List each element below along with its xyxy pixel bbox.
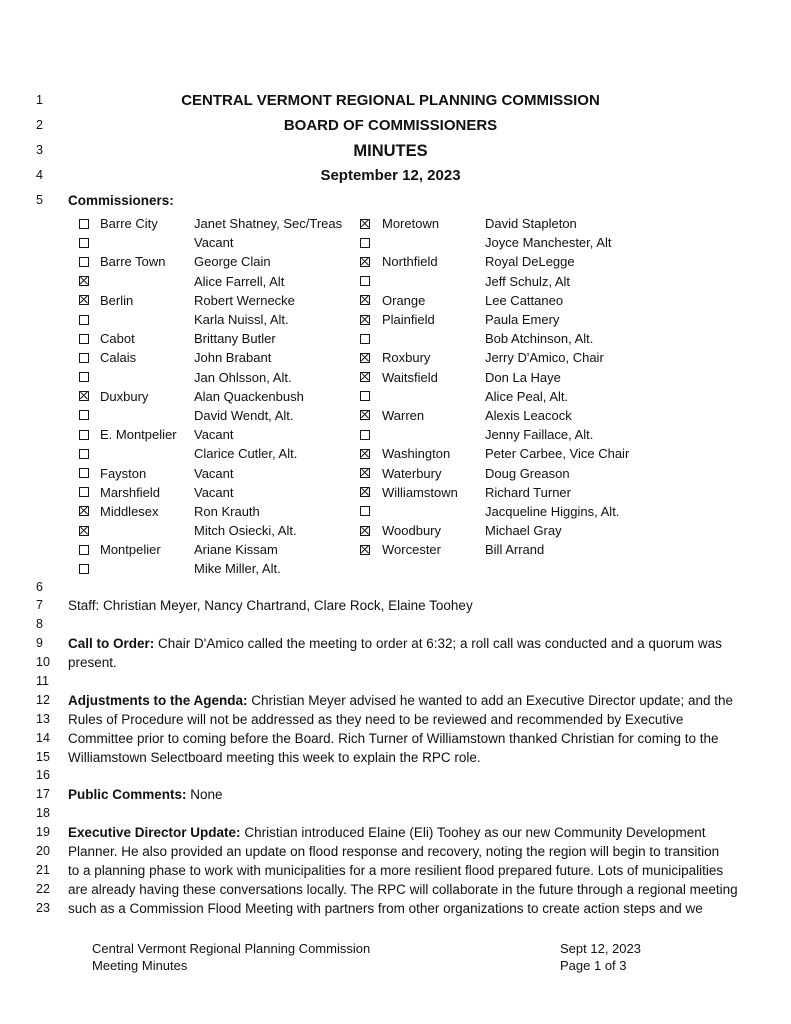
attendance-checkbox	[79, 353, 89, 363]
commissioner-row	[79, 233, 791, 252]
line-number: 16	[36, 768, 50, 783]
line-text	[68, 692, 733, 709]
line-number: 19	[36, 825, 50, 840]
attendance-checkbox	[79, 545, 89, 555]
member-name: Bob Atchinson, Alt.	[485, 331, 594, 347]
document-title: CENTRAL VERMONT REGIONAL PLANNING COMMISSION	[181, 92, 600, 109]
member-name: Joyce Manchester, Alt	[485, 235, 612, 251]
attendance-checkbox	[360, 391, 370, 401]
attendance-checkbox	[79, 219, 89, 229]
commissioner-row	[79, 540, 791, 559]
attendance-checkbox	[79, 430, 89, 440]
footer-right	[560, 941, 641, 974]
commissioner-row	[79, 559, 791, 578]
line-number: 23	[36, 900, 50, 915]
line-body-text: present.	[68, 655, 117, 671]
minutes-heading: MINUTES	[353, 142, 428, 160]
line-number: 22	[36, 881, 50, 896]
town-label: Waitsfield	[382, 369, 438, 385]
line-body-text: Christian Meyer advised he wanted to add an Executive Director update; and the	[247, 692, 734, 708]
member-name: Vacant	[194, 427, 234, 443]
document-line	[0, 654, 791, 673]
footer-doc-type: Meeting Minutes	[92, 957, 188, 973]
line-number: 21	[36, 862, 50, 877]
line-text	[68, 730, 719, 747]
line-number: 7	[36, 598, 43, 613]
line-number: 15	[36, 749, 50, 764]
attendance-checkbox	[79, 372, 89, 382]
attendance-checkbox	[360, 430, 370, 440]
document-line	[0, 616, 791, 635]
member-name: Jacqueline Higgins, Alt.	[485, 503, 620, 519]
commissioner-row	[79, 368, 791, 387]
line-number: 8	[36, 617, 43, 632]
member-name: Robert Wernecke	[194, 292, 295, 308]
commissioner-row	[79, 291, 791, 310]
attendance-checkbox	[79, 276, 89, 286]
line-number: 9	[36, 636, 43, 651]
attendance-checkbox	[360, 526, 370, 536]
line-lead-bold: Call to Order:	[68, 636, 155, 652]
member-name: Brittany Butler	[194, 331, 276, 347]
member-name: George Clain	[194, 254, 271, 270]
attendance-checkbox	[360, 353, 370, 363]
commissioners-heading-line	[0, 192, 791, 214]
town-label: Berlin	[100, 292, 134, 308]
line-text	[68, 881, 738, 898]
member-name: Paula Emery	[485, 312, 560, 328]
town-label: Middlesex	[100, 503, 159, 519]
town-label: Moretown	[382, 216, 440, 232]
attendance-checkbox	[360, 238, 370, 248]
commissioner-row	[79, 406, 791, 425]
line-body-text: to a planning phase to work with municipalities for a more resilient flood prepared future. Lots of municipalities	[68, 862, 724, 878]
line-text	[68, 843, 719, 860]
attendance-checkbox	[79, 487, 89, 497]
commissioners-heading: Commissioners:	[68, 193, 174, 208]
line-number: 12	[36, 692, 50, 707]
member-name: Jenny Faillace, Alt.	[485, 427, 594, 443]
meeting-date: September 12, 2023	[320, 167, 461, 184]
member-name: Doug Greason	[485, 465, 570, 481]
document-line	[0, 579, 791, 598]
commissioner-row	[79, 387, 791, 406]
header-line-4	[0, 167, 791, 192]
line-number: 6	[36, 579, 43, 594]
footer-date: Sept 12, 2023	[560, 941, 641, 956]
line-number: 1	[36, 93, 43, 107]
line-text	[68, 635, 722, 652]
document-line	[0, 843, 791, 862]
commissioner-row	[79, 483, 791, 502]
document-line	[0, 597, 791, 616]
document-line	[0, 900, 791, 919]
line-body-text: Williamstown Selectboard meeting this week to explain the RPC role.	[68, 749, 481, 765]
town-label: Waterbury	[382, 465, 442, 481]
member-name: Clarice Cutler, Alt.	[194, 446, 298, 462]
member-name: David Wendt, Alt.	[194, 407, 294, 423]
line-lead-bold: Adjustments to the Agenda:	[68, 692, 248, 708]
line-body-text: are already having these conversations locally. The RPC will collaborate in the future through a regional meeting	[68, 881, 738, 897]
commissioners-table	[0, 214, 791, 579]
footer-left	[92, 941, 370, 974]
member-name: Jerry D'Amico, Chair	[485, 350, 604, 366]
commissioner-row	[79, 348, 791, 367]
attendance-checkbox	[79, 449, 89, 459]
line-text	[68, 597, 473, 614]
town-label: Orange	[382, 292, 426, 308]
town-label: Worcester	[382, 542, 441, 558]
commissioner-row	[79, 444, 791, 463]
attendance-checkbox	[79, 295, 89, 305]
line-number: 10	[36, 655, 50, 670]
attendance-checkbox	[360, 468, 370, 478]
member-name: Michael Gray	[485, 523, 562, 539]
line-number: 11	[36, 674, 49, 689]
member-name: Alice Farrell, Alt	[194, 273, 285, 289]
town-label: Northfield	[382, 254, 438, 270]
footer-page-number: Page 1 of 3	[560, 957, 627, 973]
member-name: David Stapleton	[485, 216, 577, 232]
line-body-text: None	[186, 787, 223, 803]
attendance-checkbox	[360, 257, 370, 267]
commissioner-row	[79, 329, 791, 348]
town-label: Barre City	[100, 216, 158, 232]
town-label: Duxbury	[100, 388, 149, 404]
town-label: Montpelier	[100, 542, 161, 558]
town-label: E. Montpelier	[100, 427, 177, 443]
attendance-checkbox	[360, 276, 370, 286]
line-number: 4	[36, 168, 43, 182]
line-body-text: Chair D'Amico called the meeting to order at 6:32; a roll call was conducted and a quorum was	[154, 636, 722, 652]
document-line	[0, 881, 791, 900]
town-label: Woodbury	[382, 523, 442, 539]
attendance-checkbox	[79, 334, 89, 344]
attendance-checkbox	[79, 410, 89, 420]
member-name: Alan Quackenbush	[194, 388, 304, 404]
document-subtitle: BOARD OF COMMISSIONERS	[283, 117, 498, 134]
member-name: Bill Arrand	[485, 542, 545, 558]
town-label: Washington	[382, 446, 451, 462]
header-line-1	[0, 92, 791, 117]
line-body-text: such as a Commission Flood Meeting with partners from other organizations to create action steps and we	[68, 900, 703, 916]
document-line	[0, 805, 791, 824]
member-name: Alexis Leacock	[485, 407, 572, 423]
commissioner-row	[79, 310, 791, 329]
attendance-checkbox	[360, 372, 370, 382]
commissioner-row	[79, 272, 791, 291]
member-name: Ariane Kissam	[194, 542, 278, 558]
commissioner-row	[79, 521, 791, 540]
town-label: Barre Town	[100, 254, 166, 270]
line-text	[68, 862, 723, 879]
commissioner-row	[79, 214, 791, 233]
line-number: 5	[36, 193, 43, 207]
town-label: Cabot	[100, 331, 135, 347]
member-name: Karla Nuissl, Alt.	[194, 312, 289, 328]
town-label: Williamstown	[382, 484, 458, 500]
line-body-text: Staff: Christian Meyer, Nancy Chartrand, Clare Rock, Elaine Toohey	[68, 598, 473, 614]
line-text	[68, 786, 223, 803]
document-line	[0, 824, 791, 843]
member-name: John Brabant	[194, 350, 272, 366]
town-label: Fayston	[100, 465, 147, 481]
line-text	[68, 711, 683, 728]
member-name: Don La Haye	[485, 369, 561, 385]
document-line	[0, 635, 791, 654]
attendance-checkbox	[360, 334, 370, 344]
line-body-text: Rules of Procedure will not be addressed as they need to be reviewed and recommended by Executive	[68, 711, 684, 727]
member-name: Royal DeLegge	[485, 254, 575, 270]
town-label: Warren	[382, 407, 425, 423]
member-name: Alice Peal, Alt.	[485, 388, 569, 404]
line-number: 14	[36, 730, 50, 745]
line-lead-bold: Executive Director Update:	[68, 825, 241, 841]
town-label: Plainfield	[382, 312, 435, 328]
member-name: Jan Ohlsson, Alt.	[194, 369, 292, 385]
line-number: 20	[36, 844, 50, 859]
town-label: Roxbury	[382, 350, 431, 366]
attendance-checkbox	[360, 315, 370, 325]
line-text	[68, 824, 706, 841]
document-line	[0, 749, 791, 768]
line-body-text: Committee prior to coming before the Board. Rich Turner of Williamstown thanked Christian for coming to the	[68, 730, 719, 746]
attendance-checkbox	[79, 506, 89, 516]
document-line	[0, 692, 791, 711]
attendance-checkbox	[360, 506, 370, 516]
member-name: Richard Turner	[485, 484, 571, 500]
line-number: 2	[36, 118, 43, 132]
document-line	[0, 730, 791, 749]
attendance-checkbox	[360, 545, 370, 555]
line-lead-bold: Public Comments:	[68, 787, 187, 803]
attendance-checkbox	[360, 295, 370, 305]
line-text	[68, 654, 117, 671]
line-body-text: Planner. He also provided an update on flood response and recovery, noting the region will begin to transition	[68, 844, 720, 860]
line-number: 3	[36, 143, 43, 157]
attendance-checkbox	[79, 315, 89, 325]
document-line	[0, 786, 791, 805]
attendance-checkbox	[79, 468, 89, 478]
attendance-checkbox	[79, 564, 89, 574]
attendance-checkbox	[79, 238, 89, 248]
member-name: Peter Carbee, Vice Chair	[485, 446, 630, 462]
attendance-checkbox	[360, 410, 370, 420]
footer-org-name: Central Vermont Regional Planning Commission	[92, 941, 371, 956]
town-label: Calais	[100, 350, 137, 366]
line-text	[68, 900, 703, 917]
line-number: 18	[36, 806, 50, 821]
line-body-text: Christian introduced Elaine (Eli) Toohey as our new Community Development	[240, 825, 706, 841]
commissioner-row	[79, 425, 791, 444]
line-number: 17	[36, 787, 50, 802]
member-name: Vacant	[194, 484, 234, 500]
member-name: Vacant	[194, 235, 234, 251]
attendance-checkbox	[79, 257, 89, 267]
attendance-checkbox	[79, 391, 89, 401]
document-line	[0, 711, 791, 730]
line-number: 13	[36, 711, 50, 726]
commissioner-row	[79, 463, 791, 482]
document-line	[0, 673, 791, 692]
member-name: Janet Shatney, Sec/Treas	[194, 216, 343, 232]
attendance-checkbox	[360, 219, 370, 229]
body-lines	[0, 579, 791, 919]
member-name: Jeff Schulz, Alt	[485, 273, 571, 289]
member-name: Mitch Osiecki, Alt.	[194, 523, 297, 539]
attendance-checkbox	[360, 449, 370, 459]
line-text	[68, 749, 481, 766]
document-line	[0, 767, 791, 786]
attendance-checkbox	[79, 526, 89, 536]
member-name: Ron Krauth	[194, 503, 260, 519]
member-name: Vacant	[194, 465, 234, 481]
town-label: Marshfield	[100, 484, 160, 500]
member-name: Lee Cattaneo	[485, 292, 564, 308]
document-line	[0, 862, 791, 881]
attendance-checkbox	[360, 487, 370, 497]
header-line-3	[0, 142, 791, 167]
commissioner-row	[79, 502, 791, 521]
header-line-2	[0, 117, 791, 142]
commissioner-row	[79, 252, 791, 271]
member-name: Mike Miller, Alt.	[194, 561, 281, 577]
